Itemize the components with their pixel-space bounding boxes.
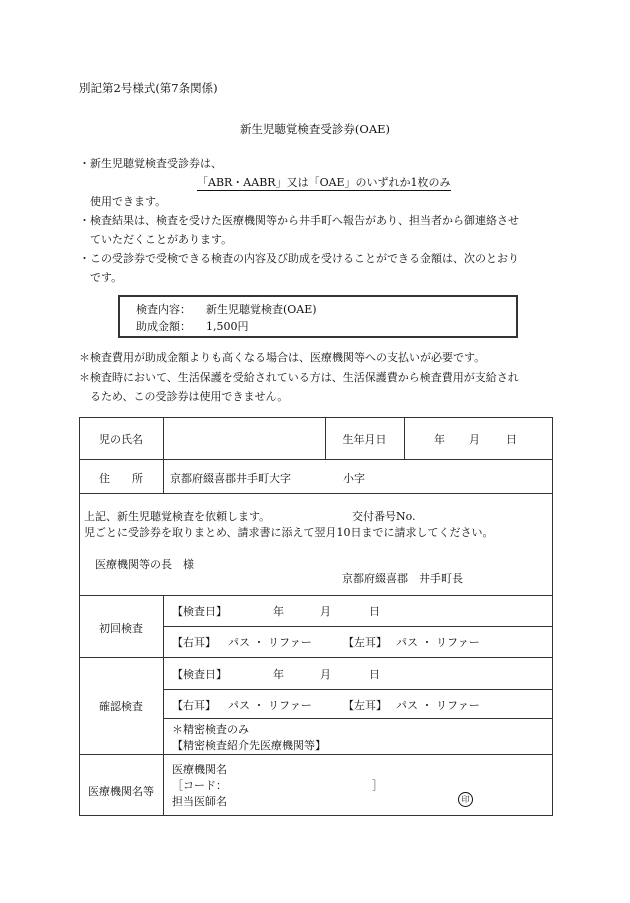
subsidy-amount-value: 1,500円: [206, 320, 249, 333]
confirm-month-unit: 月: [320, 668, 331, 681]
birth-year-unit: 年: [434, 433, 445, 446]
institution-code-label: ［コード：: [172, 779, 227, 792]
institution-name-label: 医療機関名: [172, 763, 227, 776]
note-3-line1: ・この受診券で受検できる検査の内容及び助成を受けることができる金額は、次のとおり: [79, 252, 519, 265]
initial-month-unit: 月: [320, 605, 331, 618]
request-line-1: 上記、新生児聴覚検査を依頼します。: [84, 510, 271, 523]
detailed-test-only: ＊精密検査のみ: [172, 723, 249, 736]
test-content-value: 新生児聴覚検査(OAE): [206, 303, 317, 316]
seal-icon: 印: [458, 792, 473, 807]
note-3-line2: です。: [90, 271, 123, 284]
birth-day-unit: 日: [506, 433, 517, 446]
confirm-test-date-label: 【検査日】: [172, 668, 227, 681]
institution-label: 医療機関名等: [88, 785, 154, 798]
issuer: 京都府綴喜郡 井手町長: [342, 572, 463, 585]
confirm-day-unit: 日: [369, 668, 380, 681]
detailed-test-referral: 【精密検査紹介先医療機関等】: [172, 739, 326, 752]
note-1-suffix: 使用できます。: [90, 195, 167, 208]
asterisk-note-2-line2: るため、この受診券は使用できません。: [90, 390, 289, 403]
note-2-line2: ていただくことがあります。: [90, 233, 233, 246]
initial-test-label: 初回検査: [99, 622, 143, 635]
initial-left-ear-label: 【左耳】: [343, 636, 387, 649]
confirm-right-ear-result[interactable]: パス ・ リファー: [228, 699, 312, 712]
institution-code-close: ］: [372, 779, 383, 792]
confirm-right-ear-label: 【右耳】: [172, 699, 216, 712]
birth-date-label: 生年月日: [342, 433, 387, 446]
note-1-prefix: ・新生児聴覚検査受診券は、: [79, 157, 222, 170]
address-koaza: 小字: [343, 472, 365, 485]
initial-year-unit: 年: [273, 605, 284, 618]
page-title: 新生児聴覚検査受診券(OAE): [239, 122, 391, 136]
address-label: 住 所: [99, 472, 143, 485]
birth-month-unit: 月: [469, 433, 480, 446]
issue-number-label: 交付番号No.: [352, 510, 416, 523]
test-info-box: [118, 295, 518, 338]
initial-test-date-label: 【検査日】: [172, 605, 227, 618]
confirm-left-ear-label: 【左耳】: [343, 699, 387, 712]
confirm-left-ear-result[interactable]: パス ・ リファー: [396, 699, 480, 712]
address-value[interactable]: 京都府綴喜郡井手町大字: [170, 472, 291, 485]
request-line-2: 児ごとに受診券を取りまとめ、請求書に添えて翌月10日までに請求してください。: [84, 526, 494, 539]
test-content-label: 検査内容：: [136, 303, 191, 316]
note-2-line1: ・検査結果は、検査を受けた医療機関等から井手町へ報告があり、担当者から御連絡させ: [79, 214, 519, 227]
note-1-underlined: 「ABR・AABR」又は「OAE」のいずれか1枚のみ: [197, 176, 451, 189]
subsidy-amount-label: 助成金額：: [136, 320, 191, 333]
confirm-test-label: 確認検査: [99, 700, 143, 713]
asterisk-note-1: ＊検査費用が助成金額よりも高くなる場合は、医療機関等への支払いが必要です。: [79, 351, 486, 364]
doctor-name-label: 担当医師名: [172, 795, 227, 808]
initial-right-ear-label: 【右耳】: [172, 636, 216, 649]
initial-day-unit: 日: [369, 605, 380, 618]
initial-right-ear-result[interactable]: パス ・ リファー: [228, 636, 312, 649]
addressee: 医療機関等の長 様: [95, 558, 194, 571]
child-name-label: 児の氏名: [99, 433, 143, 446]
initial-left-ear-result[interactable]: パス ・ リファー: [396, 636, 480, 649]
asterisk-note-2-line1: ＊検査時において、生活保護を受給されている方は、生活保護費から検査費用が支給され: [79, 371, 519, 384]
form-id: 別記第2号様式(第7条関係): [79, 81, 218, 95]
confirm-year-unit: 年: [273, 668, 284, 681]
